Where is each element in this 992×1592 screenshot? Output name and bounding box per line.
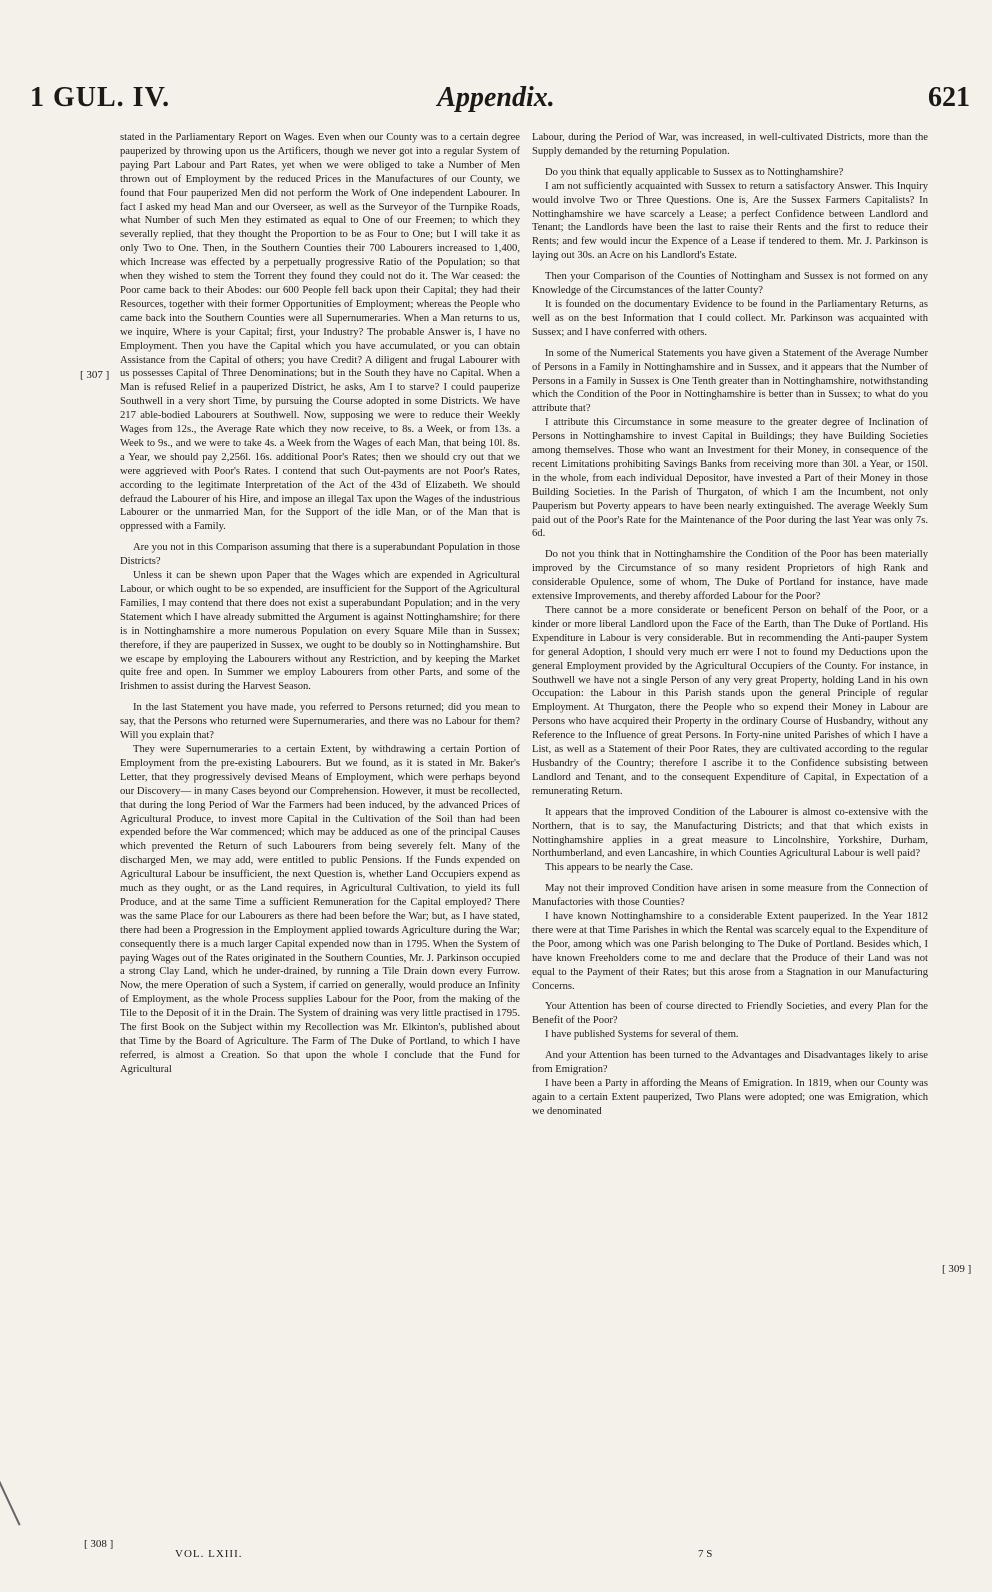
question-paragraph: Do not you think that in Nottinghamshire the Condition of the Poor has been materially improved by the Circumstance of so many resident Proprietors of high Rank and considerable Opulence, some of whom, The Duke of Portland for instance, have made extensive Improvements, and thereby afforded Labour for the Poor? xyxy=(532,549,928,603)
margin-ref-307: [ 307 ] xyxy=(80,369,110,381)
question-paragraph: Then your Comparison of the Counties of Nottingham and Sussex is not formed on any Knowledge of the Circumstances of the latter County? xyxy=(532,271,928,297)
left-column xyxy=(120,131,520,1561)
paragraph: Labour, during the Period of War, was increased, in well-cultivated Districts, more than the Supply demanded by the returning Population. xyxy=(532,132,928,157)
signature-mark: 7 S xyxy=(698,1548,713,1560)
question-paragraph: And your Attention has been turned to the Advantages and Disadvantages likely to arise from Emigration? xyxy=(532,1050,928,1076)
page-number: 621 xyxy=(928,82,970,113)
answer-paragraph: There cannot be a more considerate or beneficent Person on behalf of the Poor, or a kinder or more liberal Landlord upon the Face of the Earth, than The Duke of Portland. His Expenditure in Labour is very considerable. But in recommending the Anti-pauper System for general Adoption, I should very much err were I not to found my Deductions upon the general Employment provided by the Agricultural Occupiers of the County. For instance, in Southwell we have not a single Person of any very great Property, holding Land in his own Occupation: the Labour in this Parish stands upon the general Principle of regular Employment. At Thurgaton, there the People who so expend their Money in Labour are Persons who have acquired their Property in the ordinary Course of Husbandry, without any Reference to the Influence of great Persons. In Forty-nine united Parishes of which I have a List, as well as a Statement of their Poor Rates, they are cultivated according to the regular Husbandry of the Country; therefore I ascribe it to the Confidence subsisting between Landlord and Tenant, and to the consequent Expenditure of Capital, in Expectation of a remunerating Return. xyxy=(532,605,928,797)
margin-ref-309: [ 309 ] xyxy=(942,1263,972,1275)
question-paragraph: In the last Statement you have made, you referred to Persons returned; did you mean to say, that the Persons who returned were Supernumeraries, and there was no Labour for them? Will you explain that? xyxy=(120,702,520,742)
session-reference: 1 GUL. IV. xyxy=(30,82,171,113)
question-paragraph: May not their improved Condition have arisen in some measure from the Connection of Manufactories with those Counties? xyxy=(532,883,928,909)
answer-paragraph: This appears to be nearly the Case. xyxy=(545,862,693,874)
page-header xyxy=(0,82,992,132)
answer-paragraph: I have known Nottinghamshire to a considerable Extent pauperized. In the Year 1812 there were at that Time Parishes in which the Rental was scarcely equal to the Expenditure of the Poor, among which was one Parish belonging to The Duke of Portland. Besides which, I have known Freeholders come to me and declare that the Produce of their Land was not equal to the Payment of their Rates; but this arose from a Stagnation in our Manufacturing Concerns. xyxy=(532,911,928,992)
answer-paragraph: I have published Systems for several of them. xyxy=(545,1029,739,1041)
page-title: Appendix. xyxy=(437,82,555,113)
paper-mark xyxy=(0,1470,21,1525)
question-paragraph: In some of the Numerical Statements you have given a Statement of the Average Number of Persons in a Family in Nottinghamshire and in Sussex, and it appears that the Number of Persons in a Family in Sussex is One Tenth greater than in Nottinghamshire, notwithstanding which the Condition of the Poor in Nottinghamshire is better than in Sussex; to what do you attribute that? xyxy=(532,347,928,415)
margin-ref-308: [ 308 ] xyxy=(84,1538,114,1550)
answer-paragraph: I am not sufficiently acquainted with Sussex to return a satisfactory Answer. This Inquiry would involve Two or Three Questions. One is, Are the Sussex Farmers Capitalists? In Nottinghamshire we have scarcely a Lease; a perfect Confidence between Landlord and Tenant; the Landlords have been the last to raise their Rents and the first to reduce their Rents; and few would incur the Expence of a Lease if tendered to them. Mr. J. Parkinson is laying out 30s. an Acre on his Landlord's Estate. xyxy=(532,180,928,262)
volume-footer: VOL. LXIII. xyxy=(175,1548,243,1560)
answer-paragraph: Unless it can be shewn upon Paper that the Wages which are expended in Agricultural Labour, or which ought to be so expended, are insufficient for the Support of the Agricultural Families, I may contend that there does not exist a superabundant Population; and in the very Statement which I have already submitted the Argument is against Nottinghamshire; for there is in Nottinghamshire a more numerous Population on every Square Mile than in Sussex; therefore, if they are pauperized in Sussex, we ought to be doubly so in Nottinghamshire. But we escape by employing the Labourers without any Restriction, and by keeping the Market quite free and open. In Summer we employ Labourers from other Parts, and some of the Irishmen to assist during the Harvest Season. xyxy=(120,570,520,693)
answer-paragraph: I have been a Party in affording the Means of Emigration. In 1819, when our County was again to a certain Extent pauperized, Two Plans were adopted; one was Emigration, which we denominated xyxy=(532,1078,928,1117)
question-paragraph: Your Attention has been of course directed to Friendly Societies, and every Plan for the Benefit of the Poor? xyxy=(532,1001,928,1027)
right-column xyxy=(532,131,928,1561)
answer-paragraph: It is founded on the documentary Evidence to be found in the Parliamentary Returns, as well as on the best Information that I could collect. Mr. Parkinson was acquainted with Sussex; and I have conferred with others. xyxy=(532,298,928,338)
question-paragraph: Are you not in this Comparison assuming that there is a superabundant Population in those Districts? xyxy=(120,542,520,568)
question-paragraph: It appears that the improved Condition of the Labourer is almost co-extensive with the Northern, that is to say, the Manufacturing Districts; and that that which exists in Nottinghamshire applies in a great measure to Lincolnshire, Yorkshire, Durham, Northumberland, and even Lancashire, in which Counties Agricultural Labour is well paid? xyxy=(532,806,928,860)
answer-paragraph: They were Supernumeraries to a certain Extent, by withdrawing a certain Portion of Employment from the pre-existing Labourers. But we found, as it is stated in Mr. Baker's Letter, that they progressively devised Means of Employment, which were perhaps beyond our Discovery— in many Cases beyond our Comprehension. However, it must be recollected, that during the long Period of War the Farmers had been induced, by the advanced Prices of Agricultural Produce, to invest more Capital in the Cultivation of the Soil than had been expended before the War commenced; which may be adduced as one of the principal Causes which prevented the Return of such Labourers from being severely felt. Many of the discharged Men, we may add, were entitled to public Pensions. If the Funds expended on Agricultural Labour be insufficient, the next Question is, whether Land Occupiers expend as much as they ought, or as the Land requires, in Agricultural Cultivation, to yield its full Produce, and at the same Time a sufficient Remuneration for the Capital employed? There was the same Place for our Labourers as there had been before the War; but, as I have stated, there had been a Progression in the Employment applied towards Agriculture during the War; consequently there is a much larger Capital expended now than in 1795. When the System of paying Wages out of the Rates originated in the Southern Counties, Mr. J. Parkinson occupied a strong Clay Land, which he under-drained, by running a Tile Drain down every Furrow. Now, the mere Operation of such a System, if carried on generally, would produce an Infinity of Employment, as the whole Process supplies Labour for the Poor, from the making of the Tile to the Deposit of it in the Drain. The System of draining was very little practised in 1795. The first Book on the Subject within my Recollection was Mr. Elkinton's, published about that Time by the Board of Agriculture. The Farm of The Duke of Portland, to which I have referred, is almost a Creation. So that upon the whole I conclude that the Fund for Agricultural xyxy=(120,743,520,1075)
paragraph: stated in the Parliamentary Report on Wages. Even when our County was to a certain degree pauperized by throwing upon us the Artificers, though we never got into a regular System of paying Part Labour and Part Rates, yet when we were obliged to take a Number of Men thrown out of Employment by the reduced Prices in the Manufactures of our County, we found that Four pauperized Men did not perform the Work of One independent Labourer. In fact I asked my head Man and our Overseer, as well as the Surveyor of the Turnpike Roads, what Number of such Men they estimated as equal to One of our Freemen; to which they severally replied, that they thought the Proportion to be as Four to One; but I will take it as only Two to One. Then, in the Southern Counties their 700 Labourers increased to 1,400, which Increase was effected by a perpetually progressive Ratio of the Population; so that when they wished to stem the Torrent they found they could not do it. The War ceased: the Poor came back to their Abodes: our 600 People fell back upon their Capital; they had their Resources, together with their former Opportunities of Employment; whereas the People who came back into the Southern Counties were all Supernumeraries. When a Man returns to us, we inquire, Where is your Capital; first, your Industry? The probable Answer is, I have no Employment. Then you have the Capital which you have accumulated, or you can obtain Assistance from the Capital of others; you have Credit? A diligent and frugal Labourer with us possesses Capital of Three Denominations; but in the South they have no Capital. When a Man is refused Relief in a pauperized District, he asks, Am I to starve? I could pauperize Southwell in a very short Time, by pursuing the Course adopted in some Districts. We have 217 able-bodied Labourers at Southwell. Now, supposing we were to reduce their Weekly Wages from 12s., the Average Rate which they now receive, to 8s. a Week, or from 13s. a Week to 9s., and we were to take 4s. a Week from the Wages of each Man, that being 10l. 8s. a Year, we should pay 2,256l. 16s. additional Poor's Rates; then we should cry out that we were aggrieved with Poor's Rates. I contend that such Out-payments are not Poor's Rates, according to the legitimate Interpretation of the Act of the 43d of Elizabeth. We should defraud the Labourer of his Hire, and impose an illegal Tax upon the Wages of the industrious Labourer or the unmarried Man, for the Support of the idle Man, or of the Man that is oppressed with a Family. xyxy=(120,132,520,533)
question-paragraph: Do you think that equally applicable to Sussex as to Nottinghamshire? xyxy=(545,166,844,178)
answer-paragraph: I attribute this Circumstance in some measure to the greater degree of Inclination of Persons in Nottinghamshire to invest Capital in Buildings; they have Building Societies among themselves. Those who want an Investment for their Money, in consequence of the recent Limitations prohibiting Savings Banks from receiving more than 30l. a Year, or 150l. in the whole, from each individual Depositor, have invested a Part of their Money in those Building Societies. In the Parish of Thurgaton, of which I am the Incumbent, not only Pauperism but Poverty appears to have been nearly extinguished. The average Weekly Sum paid out of the Poor's Rate for the Maintenance of the Poor during the last Year was only 7s. 6d. xyxy=(532,417,928,540)
